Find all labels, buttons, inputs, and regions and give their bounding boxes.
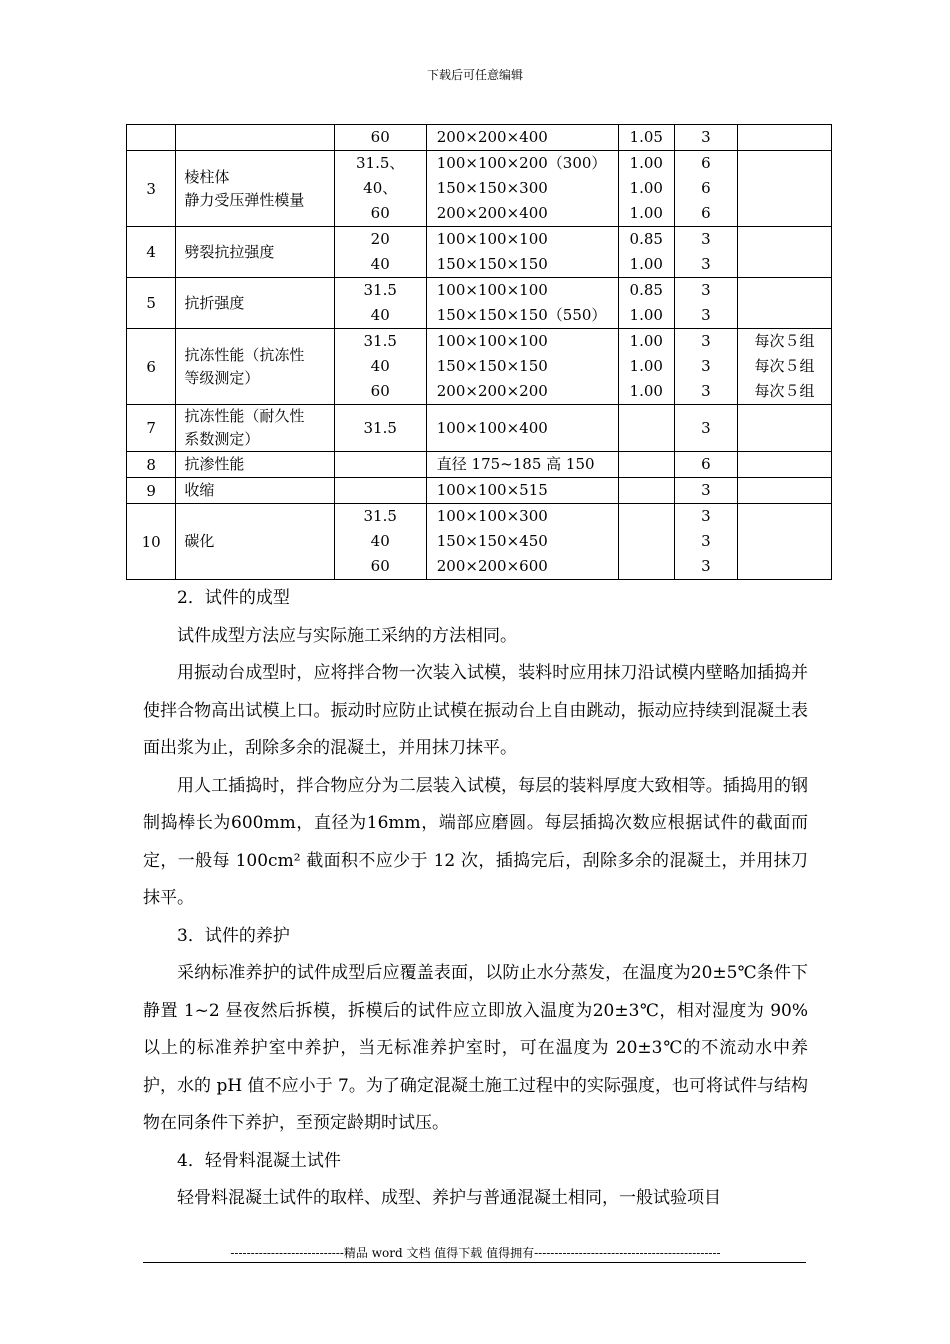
cell-line: 100×100×400 xyxy=(436,418,548,437)
cell-line: 1.05 xyxy=(629,128,663,146)
cell-item xyxy=(176,278,334,329)
cell-line: 40 xyxy=(370,357,390,375)
cell-line: 150×150×150 xyxy=(436,255,548,273)
cell-line: 1.00 xyxy=(629,179,663,197)
cell-item xyxy=(176,504,334,580)
cell-aggregate-size xyxy=(334,278,426,329)
cell-line: 每次５组 xyxy=(754,357,815,375)
cell-count xyxy=(674,452,737,478)
cell-no: 9 xyxy=(127,478,176,504)
cell-line: 31.5 xyxy=(363,418,397,437)
cell-line: 抗冻性能（抗冻性 xyxy=(184,345,305,364)
section-heading-lightweight: 4．轻骨料混凝土试件 xyxy=(177,1150,341,1171)
paragraph: 用人工插捣时，拌合物应分为二层装入试模，每层的装料厚度大致相等。插捣用的钢制捣棒长为600mm，直径为16mm，端部应磨圆。每层插捣次数应根据试件的截面而定，一般每 100cm² 截面积不应少于 12 次，插捣完后，刮除多余的混凝土，并用抹刀抹平。 xyxy=(143,775,808,908)
cell-coefficient xyxy=(618,405,674,452)
cell-line: 系数测定） xyxy=(184,430,260,448)
page-header: 下载后可任意编辑 xyxy=(426,68,523,82)
cell-item xyxy=(176,125,334,151)
cell-line: 60 xyxy=(370,382,390,400)
cell-count xyxy=(674,478,737,504)
cell-line xyxy=(619,478,674,503)
cell-line: 抗渗性能 xyxy=(184,455,245,473)
cell-count xyxy=(674,405,737,452)
cell-coefficient xyxy=(618,227,674,278)
cell-line: 3 xyxy=(701,382,711,400)
cell-no: 5 xyxy=(127,278,176,329)
cell-line: 100×100×515 xyxy=(436,481,548,499)
cell-line: 150×150×150（550） xyxy=(436,306,607,324)
paragraph: 轻骨料混凝土试件的取样、成型、养护与普通混凝土相同，一般试验项目 xyxy=(177,1188,721,1208)
cell-line: 40 xyxy=(370,532,390,550)
cell-line: 1.00 xyxy=(629,357,663,375)
cell-line: 200×200×400 xyxy=(436,128,548,146)
table-row xyxy=(127,329,832,405)
cell-line: 200×200×200 xyxy=(436,382,548,400)
cell-line: 每次５组 xyxy=(754,382,815,400)
table-row xyxy=(127,278,832,329)
cell-no xyxy=(127,125,176,151)
cell-aggregate-size xyxy=(334,452,426,478)
specimen-table xyxy=(126,124,832,580)
cell-coefficient xyxy=(618,478,674,504)
cell-line: 150×150×150 xyxy=(436,357,548,375)
cell-coefficient xyxy=(618,125,674,151)
cell-line: 20 xyxy=(370,230,390,248)
cell-line: 0.85 xyxy=(629,230,663,248)
cell-line: 40 xyxy=(370,255,390,273)
cell-coefficient xyxy=(618,504,674,580)
cell-line: 6 xyxy=(701,455,711,473)
cell-line: 100×100×100 xyxy=(436,332,548,350)
cell-line: 40 xyxy=(370,306,390,324)
section-heading-curing: 3．试件的养护 xyxy=(177,925,290,946)
cell-line: 31.5 xyxy=(363,507,397,525)
cell-line: 3 xyxy=(701,306,711,324)
cell-note xyxy=(737,405,831,452)
cell-line xyxy=(619,416,674,441)
cell-line: 3 xyxy=(701,255,711,273)
cell-line: 31.5 xyxy=(363,281,397,299)
section-heading-forming: 2．试件的成型 xyxy=(177,588,290,608)
cell-line: 200×200×400 xyxy=(436,204,548,222)
paragraph: 试件成型方法应与实际施工采纳的方法相同。 xyxy=(177,625,517,646)
cell-count xyxy=(674,227,737,278)
cell-coefficient xyxy=(618,452,674,478)
cell-dimensions xyxy=(426,478,618,504)
cell-note xyxy=(737,151,831,227)
cell-line: 60 xyxy=(370,204,390,222)
cell-item xyxy=(176,329,334,405)
cell-no: 8 xyxy=(127,452,176,478)
cell-item xyxy=(176,405,334,452)
cell-line: 40、 xyxy=(363,179,398,197)
cell-aggregate-size xyxy=(334,504,426,580)
cell-line xyxy=(738,452,831,477)
cell-line: 3 xyxy=(701,281,711,299)
paragraph: 用振动台成型时，应将拌合物一次装入试模，装料时应用抹刀沿试模内壁略加插捣并使拌合物高出试模上口。振动时应防止试模在振动台上自由跳动，振动应持续到混凝土表面出浆为止，刮除多余的混凝土，并用抹刀抹平。 xyxy=(143,663,808,758)
table-row xyxy=(127,125,832,151)
cell-line: 抗冻性能（耐久性 xyxy=(184,407,305,425)
cell-line: 3 xyxy=(701,557,711,575)
cell-item xyxy=(176,227,334,278)
cell-line: 碳化 xyxy=(184,532,215,550)
table-row xyxy=(127,478,832,504)
cell-line: 3 xyxy=(701,332,711,350)
cell-line xyxy=(335,452,426,477)
cell-coefficient xyxy=(618,329,674,405)
cell-note xyxy=(737,278,831,329)
cell-line xyxy=(619,452,674,477)
cell-aggregate-size xyxy=(334,151,426,227)
cell-dimensions xyxy=(426,151,618,227)
cell-line: 静力受压弹性模量 xyxy=(184,190,305,209)
cell-line: 60 xyxy=(370,557,390,575)
cell-line: 3 xyxy=(701,230,711,248)
cell-no: 10 xyxy=(127,504,176,580)
cell-line: 0.85 xyxy=(629,281,663,299)
cell-line xyxy=(738,529,831,554)
cell-line: 等级测定） xyxy=(184,368,260,387)
cell-count xyxy=(674,151,737,227)
cell-line: 1.00 xyxy=(629,255,663,273)
cell-line: 100×100×200（300） xyxy=(436,154,607,172)
cell-line: 60 xyxy=(370,128,390,146)
cell-count xyxy=(674,504,737,580)
cell-dimensions xyxy=(426,227,618,278)
cell-line: 100×100×300 xyxy=(436,507,548,525)
cell-line: 直径 175~185 高 150 xyxy=(436,455,595,473)
cell-coefficient xyxy=(618,151,674,227)
table-row xyxy=(127,452,832,478)
cell-line: 抗折强度 xyxy=(184,293,245,312)
cell-no: 6 xyxy=(127,329,176,405)
cell-line: 3 xyxy=(701,128,711,146)
cell-note xyxy=(737,227,831,278)
cell-count xyxy=(674,329,737,405)
cell-line: 6 xyxy=(701,179,711,197)
cell-line: 150×150×450 xyxy=(436,532,548,550)
cell-aggregate-size xyxy=(334,329,426,405)
cell-line xyxy=(738,176,831,201)
cell-line xyxy=(738,291,831,316)
cell-line xyxy=(335,478,426,503)
footer-rule xyxy=(143,1262,806,1263)
cell-line xyxy=(738,416,831,441)
cell-dimensions xyxy=(426,278,618,329)
cell-aggregate-size xyxy=(334,478,426,504)
cell-note xyxy=(737,329,831,405)
cell-dimensions xyxy=(426,329,618,405)
cell-line: 劈裂抗拉强度 xyxy=(184,242,275,261)
cell-dimensions xyxy=(426,452,618,478)
cell-item xyxy=(176,151,334,227)
cell-line: 200×200×600 xyxy=(436,557,548,575)
table-row xyxy=(127,151,832,227)
cell-note xyxy=(737,504,831,580)
cell-line: 3 xyxy=(701,481,711,499)
cell-item xyxy=(176,478,334,504)
cell-line: 每次５组 xyxy=(754,332,815,350)
cell-line: 3 xyxy=(701,532,711,550)
cell-line: 3 xyxy=(701,418,711,437)
cell-note xyxy=(737,125,831,151)
cell-aggregate-size xyxy=(334,405,426,452)
body-text xyxy=(143,580,808,1218)
cell-line: 100×100×100 xyxy=(436,281,548,299)
cell-note xyxy=(737,452,831,478)
cell-dimensions xyxy=(426,504,618,580)
cell-line xyxy=(738,478,831,503)
cell-line: 1.00 xyxy=(629,154,663,172)
cell-aggregate-size xyxy=(334,125,426,151)
cell-dimensions xyxy=(426,405,618,452)
cell-line xyxy=(738,240,831,265)
cell-item xyxy=(176,452,334,478)
cell-line: 31.5 xyxy=(363,332,397,350)
cell-dimensions xyxy=(426,125,618,151)
cell-no: 4 xyxy=(127,227,176,278)
cell-coefficient xyxy=(618,278,674,329)
cell-line: 6 xyxy=(701,204,711,222)
cell-line: 100×100×100 xyxy=(436,230,548,248)
cell-line xyxy=(619,529,674,554)
cell-no: 3 xyxy=(127,151,176,227)
cell-count xyxy=(674,125,737,151)
cell-line: 1.00 xyxy=(629,332,663,350)
page-footer: ----------------------------精品 word 文档 值得下载 值得拥有---------------------------------------------- xyxy=(230,1246,721,1260)
paragraph: 采纳标准养护的试件成型后应覆盖表面，以防止水分蒸发，在温度为20±5℃条件下静置 1~2 昼夜然后拆模，拆模后的试件应立即放入温度为20±3℃，相对湿度为 90%以上的标准养护室中养护，当无标准养护室时，可在温度为 20±3℃的不流动水中养护，水的 pH 值不应小于 7。为了确定混凝土施工过程中的实际强度，也可将试件与结构物在同条件下养护，至预定龄期时试压。 xyxy=(143,963,808,1133)
cell-line: 收缩 xyxy=(184,481,215,499)
cell-line: 1.00 xyxy=(629,382,663,400)
cell-line: 棱柱体 xyxy=(184,167,230,186)
cell-line: 31.5、 xyxy=(356,154,405,172)
cell-line xyxy=(738,125,831,150)
cell-note xyxy=(737,478,831,504)
table-row xyxy=(127,227,832,278)
cell-line: 3 xyxy=(701,507,711,525)
cell-line: 3 xyxy=(701,357,711,375)
cell-line: 1.00 xyxy=(629,204,663,222)
cell-count xyxy=(674,278,737,329)
table-row xyxy=(127,504,832,580)
cell-aggregate-size xyxy=(334,227,426,278)
cell-no: 7 xyxy=(127,405,176,452)
cell-line: 150×150×300 xyxy=(436,179,548,197)
table-row xyxy=(127,405,832,452)
cell-line: 6 xyxy=(701,154,711,172)
cell-line: 1.00 xyxy=(629,306,663,324)
